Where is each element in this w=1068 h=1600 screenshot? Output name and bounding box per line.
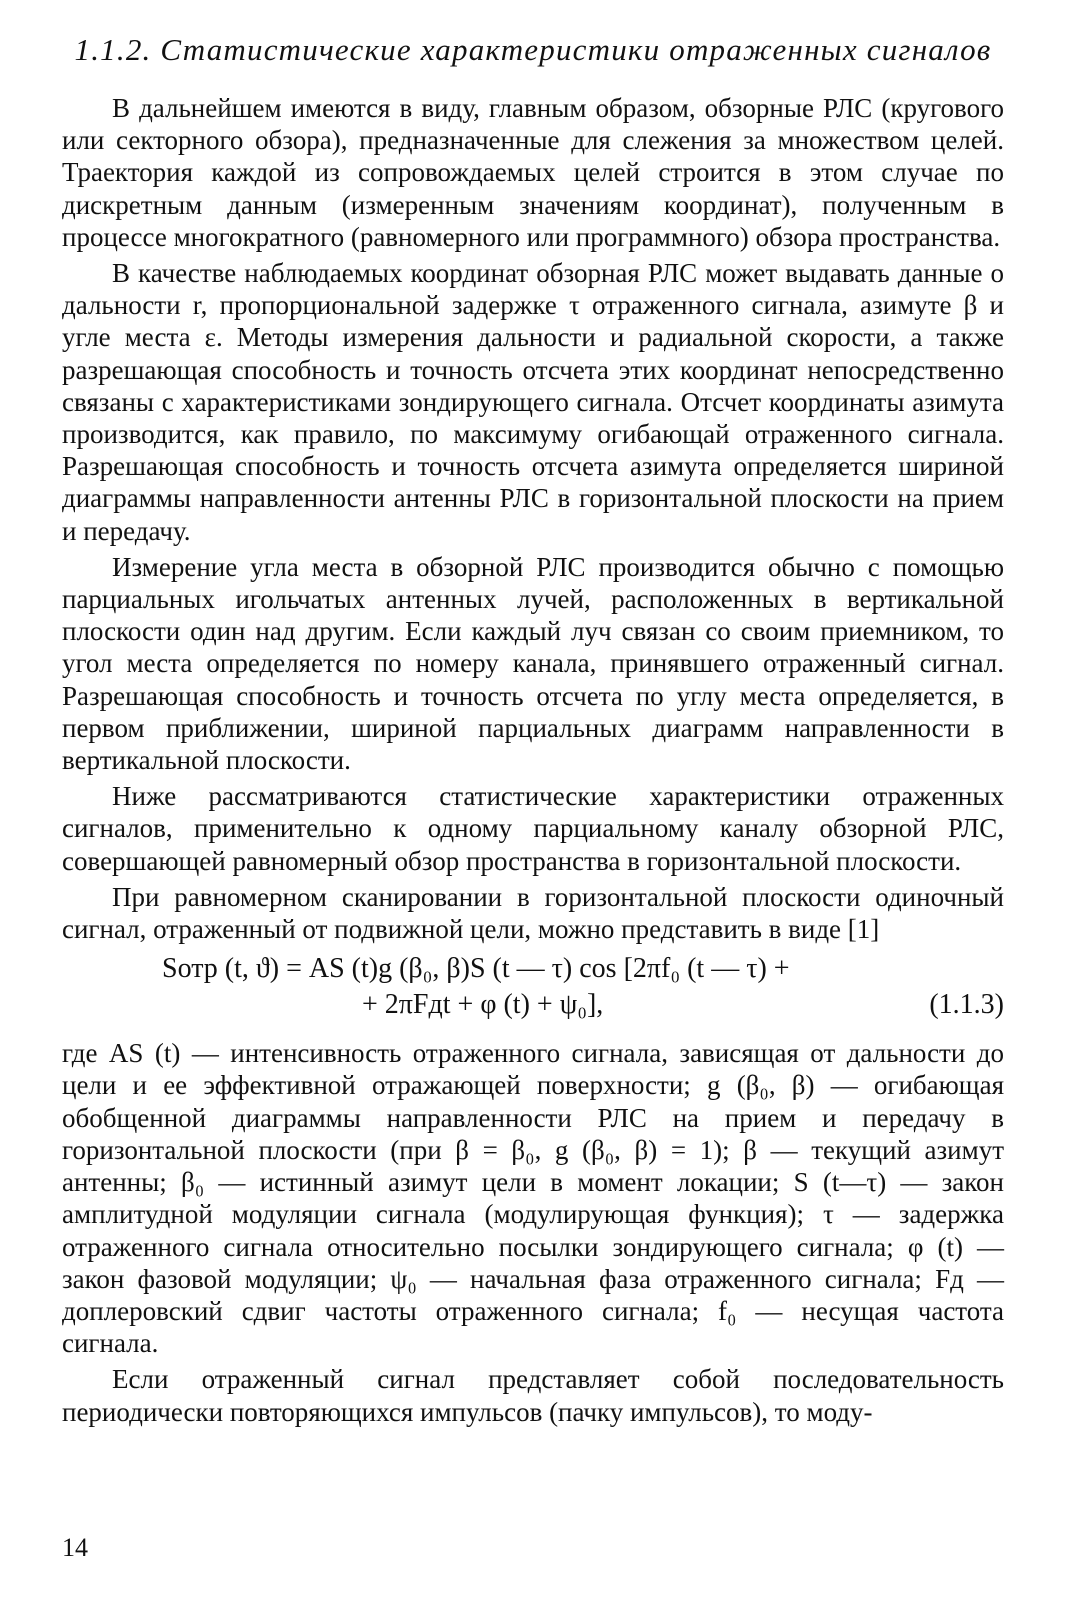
paragraph-4: Ниже рассматриваются статистические характеристики отраженных сигналов, применительно к одному парциальному каналу обзорной РЛС, совершающей равномерный обзор пространства в горизонтальной плоскости. bbox=[62, 781, 1004, 876]
page-number: 14 bbox=[62, 1533, 88, 1562]
where-paragraph: где AS (t) — интенсивность отраженного сигнала, зависящая от дальности до цели и ее эффективной отражающей поверхности; g (β₀, β) — огибающая обобщенной диаграммы направленности РЛС на прием и передачу в горизонтальной плоскости (при β = β₀, g (β₀, β) = 1); β — текущий азимут антенны; β₀ — истинный азимут цели в момент локации; S (t—τ) — закон амплитудной модуляции сигнала (модулирующая функция); τ — задержка отраженного сигнала относительно посылки зондирующего сигнала; φ (t) — закон фазовой модуляции; ψ₀ — начальная фаза отраженного сигнала; Fд — доплеровский сдвиг частоты отраженного сигнала; f₀ — несущая частота сигнала. bbox=[62, 1038, 1004, 1359]
equation-number: (1.1.3) bbox=[929, 989, 1004, 1021]
paragraph-5: При равномерном сканировании в горизонтальной плоскости одиночный сигнал, отраженный от подвижной цели, можно представить в виде [1] bbox=[62, 881, 1004, 945]
paragraph-1: В дальнейшем имеются в виду, главным образом, обзорные РЛС (кругового или секторного обзора), предназначенные для слежения за множеством целей. Траектория каждой из сопровождаемых целей строится в этом случае по дискретным данным (измеренным значениям координат), полученным в процессе многократного (равномерного или программного) обзора пространства. bbox=[62, 93, 1004, 252]
formula-line-2-wrap bbox=[62, 987, 1004, 1023]
formula-1-1-3 bbox=[62, 951, 1004, 1023]
paragraph-3: Измерение угла места в обзорной РЛС производится обычно с помощью парциальных игольчатых антенных лучей, расположенных в вертикальной плоскости один над другим. Если каждый луч связан со своим приемником, то угол места определяется по номеру канала, принявшего отраженный сигнал. Разрешающая способность и точность отсчета по углу места определяется, в первом приближении, шириной парциальных диаграмм направленности в вертикальной плоскости. bbox=[62, 551, 1004, 776]
formula-line-2: + 2πFдt + φ (t) + ψ₀], bbox=[362, 989, 604, 1021]
paragraph-2: В качестве наблюдаемых координат обзорная РЛС может выдавать данные о дальности r, пропорциональной задержке τ отраженного сигнала, азимуте β и угле места ε. Методы измерения дальности и радиальной скорости, а также разрешающая способность и точность отсчета этих координат непосредственно связаны с характеристиками зондирующего сигнала. Отсчет координаты азимута производится, как правило, по максимуму огибающай отраженного сигнала. Разрешающая способность и точность отсчета азимута определяется шириной диаграммы направленности антенны РЛС в горизонтальной плоскости на прием и передачу. bbox=[62, 258, 1004, 546]
formula-line-1: Sотр (t, ϑ) = AS (t)g (β₀, β)S (t — τ) cos [2πf₀ (t — τ) + bbox=[162, 953, 790, 985]
section-heading: 1.1.2. Статистические характеристики отраженных сигналов bbox=[74, 32, 992, 67]
last-paragraph: Если отраженный сигнал представляет собой последовательность периодически повторяющихся импульсов (пачку импульсов), то моду- bbox=[62, 1364, 1004, 1427]
